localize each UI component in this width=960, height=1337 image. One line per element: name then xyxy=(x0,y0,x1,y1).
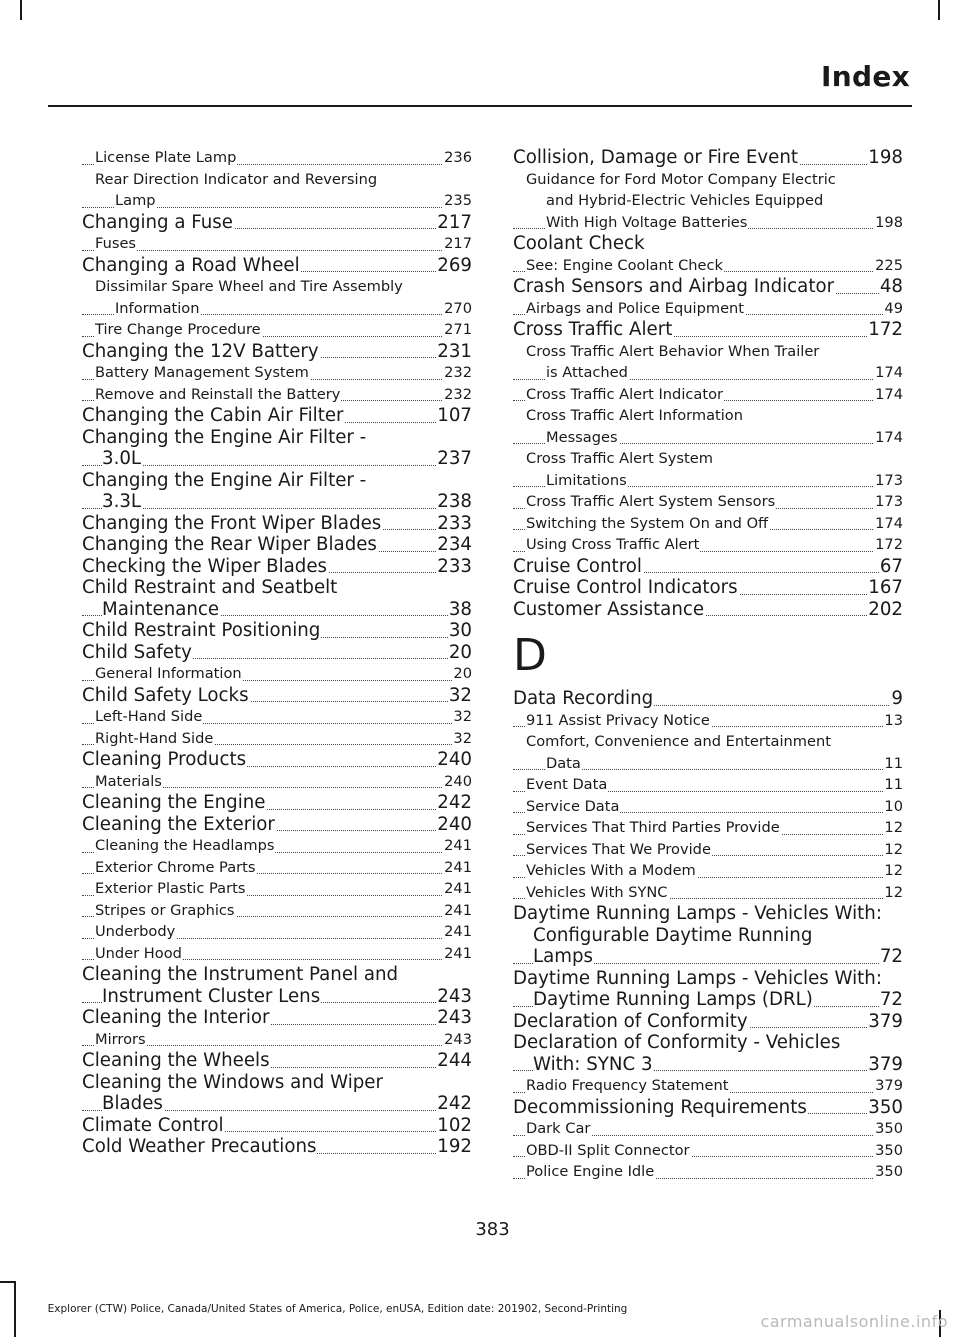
entry-text: Switching the System On and Off xyxy=(526,514,769,532)
index-subentry xyxy=(82,878,472,900)
index-entry xyxy=(513,276,903,298)
entry-text: Changing a Road Wheel xyxy=(82,254,300,276)
index-entry xyxy=(513,903,903,925)
index-subentry xyxy=(513,1140,903,1162)
entry-text: Climate Control xyxy=(82,1114,224,1136)
page-number: 383 xyxy=(475,1219,510,1240)
entry-page-number: 234 xyxy=(437,534,472,555)
entry-text: Data xyxy=(546,754,581,772)
index-subentry xyxy=(513,212,903,234)
entry-page-number: 379 xyxy=(868,1053,903,1075)
entry-text: Police Engine Idle xyxy=(526,1163,655,1180)
entry-text: Rear Direction Indicator and Reversing xyxy=(95,170,378,188)
index-entry xyxy=(513,688,903,710)
index-entry xyxy=(82,513,472,535)
entry-page-number: 198 xyxy=(868,147,903,168)
entry-page-number: 48 xyxy=(879,276,903,297)
entry-page-number: 12 xyxy=(883,882,903,904)
entry-page-number: 217 xyxy=(437,211,472,233)
entry-text: Child Safety xyxy=(82,641,192,663)
entry-page-number: 243 xyxy=(437,985,472,1007)
entry-text: Lamp xyxy=(115,192,156,209)
entry-text: Child Safety Locks xyxy=(82,684,249,706)
entry-page-number: 243 xyxy=(437,1007,472,1028)
entry-page-number: 233 xyxy=(437,555,472,577)
crop-mark-bottom-left xyxy=(0,1281,14,1283)
entry-page-number: 202 xyxy=(868,598,903,620)
entry-text: Guidance for Ford Motor Company Electric xyxy=(526,170,836,188)
entry-text: Materials xyxy=(95,772,162,790)
entry-text: 3.0L xyxy=(102,448,142,469)
index-subentry xyxy=(513,860,903,882)
index-entry xyxy=(82,534,472,556)
entry-text: Cross Traffic Alert System xyxy=(526,450,713,467)
entry-page-number: 107 xyxy=(437,405,472,426)
entry-page-number: 32 xyxy=(452,706,472,728)
index-entry xyxy=(513,599,903,621)
entry-text: Battery Management System xyxy=(95,364,309,381)
entry-page-number: 225 xyxy=(874,255,903,277)
index-subentry xyxy=(82,900,472,922)
entry-page-number: 233 xyxy=(437,512,472,534)
entry-page-number: 9 xyxy=(891,688,903,709)
index-entry xyxy=(82,212,472,234)
entry-text: Child Restraint Positioning xyxy=(82,620,321,641)
entry-page-number: 72 xyxy=(879,946,903,967)
entry-text: With: SYNC 3 xyxy=(533,1053,653,1075)
entry-text: Services That Third Parties Provide xyxy=(526,819,780,836)
index-subentry xyxy=(82,728,472,750)
entry-page-number: 236 xyxy=(443,147,472,169)
entry-page-number: 242 xyxy=(437,1093,472,1114)
entry-page-number: 270 xyxy=(443,298,472,320)
index-subentry xyxy=(82,835,472,857)
entry-text: Information xyxy=(115,299,200,317)
entry-text: Changing a Fuse xyxy=(82,211,233,233)
index-entry xyxy=(513,968,903,990)
entry-page-number: 217 xyxy=(443,233,472,255)
index-subentry xyxy=(513,882,903,904)
index-subentry xyxy=(513,513,903,535)
entry-text: Changing the Front Wiper Blades xyxy=(82,512,382,534)
entry-page-number: 379 xyxy=(874,1075,903,1097)
index-entry xyxy=(82,792,472,814)
entry-text: and Hybrid-Electric Vehicles Equipped xyxy=(546,192,824,209)
entry-page-number: 13 xyxy=(883,710,903,732)
index-entry xyxy=(82,491,472,513)
entry-text: Blades xyxy=(102,1093,163,1114)
entry-text: Child Restraint and Seatbelt xyxy=(82,577,338,598)
index-entry xyxy=(513,946,903,968)
entry-page-number: 350 xyxy=(874,1118,903,1140)
index-subentry xyxy=(82,169,472,191)
entry-text: Left-Hand Side xyxy=(95,708,203,725)
index-column-right xyxy=(513,147,903,1183)
index-subentry xyxy=(82,771,472,793)
index-subentry xyxy=(82,362,472,384)
entry-text: Changing the 12V Battery xyxy=(82,340,319,362)
index-entry xyxy=(82,986,472,1008)
entry-page-number: 240 xyxy=(437,813,472,835)
index-subentry xyxy=(82,190,472,212)
entry-page-number: 232 xyxy=(443,384,472,406)
entry-text: Changing the Cabin Air Filter xyxy=(82,405,344,426)
entry-text: Collision, Damage or Fire Event xyxy=(513,147,798,168)
entry-text: is Attached xyxy=(546,364,628,381)
entry-page-number: 350 xyxy=(874,1161,903,1183)
entry-text: Event Data xyxy=(526,776,608,793)
index-subentry xyxy=(513,190,903,212)
entry-text: Coolant Check xyxy=(513,233,645,254)
entry-text: Cold Weather Precautions xyxy=(82,1136,317,1157)
index-entry xyxy=(513,556,903,578)
entry-text: Daytime Running Lamps - Vehicles With: xyxy=(513,903,882,924)
index-subentry xyxy=(513,1161,903,1183)
index-subentry xyxy=(82,319,472,341)
entry-text: Dissimilar Spare Wheel and Tire Assembly xyxy=(95,278,403,295)
entry-page-number: 271 xyxy=(443,319,472,341)
entry-page-number: 231 xyxy=(437,340,472,362)
entry-text: Daytime Running Lamps (DRL) xyxy=(533,989,813,1010)
entry-text: Cleaning the Engine xyxy=(82,792,266,813)
entry-text: Cross Traffic Alert Information xyxy=(526,407,743,424)
entry-page-number: 198 xyxy=(874,212,903,234)
index-column-left xyxy=(82,147,472,1158)
index-entry xyxy=(513,319,903,341)
entry-page-number: 241 xyxy=(443,921,472,943)
entry-page-number: 172 xyxy=(868,319,903,340)
index-subentry xyxy=(513,448,903,470)
index-subentry xyxy=(513,362,903,384)
entry-page-number: 173 xyxy=(874,470,903,492)
crop-mark-top-left xyxy=(20,0,22,20)
entry-text: Maintenance xyxy=(102,598,220,620)
entry-text: Limitations xyxy=(546,471,627,489)
entry-page-number: 38 xyxy=(448,598,472,620)
entry-page-number: 174 xyxy=(874,362,903,384)
index-entry xyxy=(513,1011,903,1033)
entry-text: Cleaning the Headlamps xyxy=(95,837,275,854)
entry-page-number: 172 xyxy=(874,534,903,556)
entry-page-number: 232 xyxy=(443,362,472,384)
index-entry xyxy=(82,341,472,363)
index-subentry xyxy=(513,731,903,753)
index-entry xyxy=(513,1054,903,1076)
index-subentry xyxy=(513,534,903,556)
index-entry xyxy=(513,1032,903,1054)
entry-page-number: 241 xyxy=(443,835,472,857)
entry-page-number: 241 xyxy=(443,900,472,922)
index-subentry xyxy=(513,169,903,191)
index-entry xyxy=(513,925,903,947)
entry-page-number: 30 xyxy=(448,620,472,641)
index-subentry xyxy=(82,298,472,320)
entry-text: 911 Assist Privacy Notice xyxy=(526,711,710,729)
entry-page-number: 269 xyxy=(437,254,472,276)
index-subentry xyxy=(513,491,903,513)
entry-text: Radio Frequency Statement xyxy=(526,1077,729,1094)
entry-text: Cruise Control xyxy=(513,555,642,577)
index-entry xyxy=(82,1136,472,1158)
entry-text: Remove and Reinstall the Battery xyxy=(95,385,341,403)
index-entry xyxy=(513,989,903,1011)
entry-text: Daytime Running Lamps - Vehicles With: xyxy=(513,967,882,989)
index-entry xyxy=(82,427,472,449)
entry-text: General Information xyxy=(95,665,242,682)
entry-page-number: 167 xyxy=(868,577,903,598)
index-subentry xyxy=(82,663,472,685)
index-entry xyxy=(82,749,472,771)
index-subentry xyxy=(513,341,903,363)
index-entry xyxy=(82,599,472,621)
entry-page-number: 49 xyxy=(883,298,903,320)
index-subentry xyxy=(513,1118,903,1140)
entry-text: Cleaning the Instrument Panel and xyxy=(82,964,399,985)
entry-text: Cleaning the Exterior xyxy=(82,813,275,835)
entry-text: Changing the Engine Air Filter - xyxy=(82,469,367,491)
entry-text: Tire Change Procedure xyxy=(95,321,261,338)
index-entry xyxy=(82,1072,472,1094)
index-entry xyxy=(82,405,472,427)
entry-page-number: 12 xyxy=(883,839,903,861)
footer-text: Explorer (CTW) Police, Canada/United States of America, Police, enUSA, Edition date: 201902, Second-Printing xyxy=(47,1303,628,1315)
index-entry xyxy=(82,577,472,599)
index-subentry xyxy=(513,839,903,861)
index-entry xyxy=(82,1050,472,1072)
index-entry xyxy=(82,448,472,470)
index-entry xyxy=(82,1007,472,1029)
entry-page-number: 20 xyxy=(448,641,472,663)
entry-text: Cleaning Products xyxy=(82,749,247,770)
entry-page-number: 20 xyxy=(452,663,472,685)
entry-page-number: 192 xyxy=(437,1136,472,1157)
entry-text: Decommissioning Requirements xyxy=(513,1096,807,1118)
entry-page-number: 174 xyxy=(874,384,903,406)
watermark: carmanualsonline.info xyxy=(760,1312,948,1331)
index-entry xyxy=(82,620,472,642)
index-subentry xyxy=(82,384,472,406)
entry-text: Services That We Provide xyxy=(526,840,711,858)
entry-text: Configurable Daytime Running xyxy=(533,924,813,946)
entry-text: With High Voltage Batteries xyxy=(546,213,748,231)
index-subentry xyxy=(513,1075,903,1097)
index-entry xyxy=(82,1093,472,1115)
index-subentry xyxy=(513,298,903,320)
entry-text: Service Data xyxy=(526,797,620,815)
entry-page-number: 241 xyxy=(443,943,472,965)
entry-page-number: 32 xyxy=(452,728,472,750)
index-subentry xyxy=(513,753,903,775)
entry-text: Lamps xyxy=(533,946,594,967)
entry-text: Instrument Cluster Lens xyxy=(102,985,321,1007)
entry-page-number: 72 xyxy=(879,989,903,1010)
entry-text: Vehicles With SYNC xyxy=(526,883,668,901)
entry-page-number: 11 xyxy=(883,753,903,775)
entry-page-number: 102 xyxy=(437,1114,472,1136)
entry-text: Cleaning the Wheels xyxy=(82,1050,270,1071)
index-section-letter: D xyxy=(513,630,547,681)
crop-mark-top-right xyxy=(938,0,940,20)
entry-text: OBD-II Split Connector xyxy=(526,1141,690,1159)
entry-text: Cross Traffic Alert System Sensors xyxy=(526,493,776,510)
entry-text: Cruise Control Indicators xyxy=(513,577,738,598)
entry-text: Cross Traffic Alert xyxy=(513,319,673,340)
entry-page-number: 244 xyxy=(437,1050,472,1071)
entry-page-number: 32 xyxy=(448,684,472,706)
index-subentry xyxy=(82,943,472,965)
index-subentry xyxy=(82,706,472,728)
entry-text: Cross Traffic Alert Indicator xyxy=(526,385,723,403)
entry-text: Exterior Chrome Parts xyxy=(95,858,256,876)
index-entry xyxy=(82,964,472,986)
index-subentry xyxy=(82,233,472,255)
entry-text: License Plate Lamp xyxy=(95,149,237,166)
entry-text: Changing the Engine Air Filter - xyxy=(82,426,367,448)
entry-page-number: 240 xyxy=(437,749,472,770)
entry-page-number: 67 xyxy=(879,555,903,577)
entry-text: Crash Sensors and Airbag Indicator xyxy=(513,276,835,297)
index-entry xyxy=(82,556,472,578)
entry-page-number: 174 xyxy=(874,427,903,449)
entry-text: Exterior Plastic Parts xyxy=(95,880,246,897)
entry-text: Cleaning the Interior xyxy=(82,1007,270,1028)
entry-text: Dark Car xyxy=(526,1120,591,1137)
page-title: Index xyxy=(821,60,910,93)
entry-text: Right-Hand Side xyxy=(95,729,214,747)
entry-text: Stripes or Graphics xyxy=(95,901,235,919)
entry-page-number: 235 xyxy=(443,190,472,212)
index-entry xyxy=(513,1097,903,1119)
index-subentry xyxy=(513,796,903,818)
index-subentry xyxy=(513,470,903,492)
entry-page-number: 174 xyxy=(874,513,903,535)
entry-page-number: 242 xyxy=(437,792,472,813)
index-entry xyxy=(513,147,903,169)
entry-text: Underbody xyxy=(95,923,176,940)
index-subentry xyxy=(513,384,903,406)
index-subentry xyxy=(82,147,472,169)
index-entry xyxy=(82,255,472,277)
index-subentry xyxy=(513,255,903,277)
index-subentry xyxy=(513,817,903,839)
entry-page-number: 379 xyxy=(868,1010,903,1032)
index-entry xyxy=(82,470,472,492)
index-subentry xyxy=(82,276,472,298)
entry-text: Comfort, Convenience and Entertainment xyxy=(526,733,831,750)
header-rule xyxy=(48,105,912,107)
entry-text: Airbags and Police Equipment xyxy=(526,299,745,317)
entry-text: Using Cross Traffic Alert xyxy=(526,536,700,553)
entry-page-number: 173 xyxy=(874,491,903,513)
entry-text: Vehicles With a Modem xyxy=(526,862,696,879)
index-entry xyxy=(513,577,903,599)
entry-text: Changing the Rear Wiper Blades xyxy=(82,534,377,555)
entry-page-number: 237 xyxy=(437,448,472,469)
entry-text: Mirrors xyxy=(95,1030,146,1048)
entry-text: 3.3L xyxy=(102,491,142,512)
entry-text: Under Hood xyxy=(95,944,182,962)
entry-page-number: 243 xyxy=(443,1029,472,1051)
index-entry xyxy=(82,1115,472,1137)
entry-page-number: 241 xyxy=(443,857,472,879)
entry-text: Declaration of Conformity - Vehicles xyxy=(513,1032,841,1053)
entry-text: See: Engine Coolant Check xyxy=(526,256,723,274)
entry-text: Customer Assistance xyxy=(513,598,705,620)
index-subentry xyxy=(513,710,903,732)
entry-text: Data Recording xyxy=(513,688,654,709)
entry-text: Cleaning the Windows and Wiper xyxy=(82,1071,383,1093)
entry-page-number: 350 xyxy=(874,1140,903,1162)
entry-text: Declaration of Conformity xyxy=(513,1010,748,1032)
entry-page-number: 350 xyxy=(868,1096,903,1118)
index-subentry xyxy=(513,774,903,796)
entry-page-number: 238 xyxy=(437,491,472,512)
index-entry xyxy=(82,814,472,836)
index-subentry xyxy=(82,857,472,879)
index-entry xyxy=(82,642,472,664)
index-subentry xyxy=(82,1029,472,1051)
entry-text: Messages xyxy=(546,428,618,446)
entry-page-number: 240 xyxy=(443,771,472,793)
entry-page-number: 12 xyxy=(883,860,903,882)
entry-page-number: 241 xyxy=(443,878,472,900)
entry-page-number: 10 xyxy=(883,796,903,818)
index-entry xyxy=(82,685,472,707)
index-subentry xyxy=(513,427,903,449)
index-subentry xyxy=(513,405,903,427)
entry-text: Fuses xyxy=(95,235,137,252)
entry-text: Cross Traffic Alert Behavior When Trailer xyxy=(526,342,820,360)
entry-page-number: 12 xyxy=(883,817,903,839)
index-entry xyxy=(513,233,903,255)
entry-text: Checking the Wiper Blades xyxy=(82,555,327,577)
entry-page-number: 11 xyxy=(883,774,903,796)
index-subentry xyxy=(82,921,472,943)
